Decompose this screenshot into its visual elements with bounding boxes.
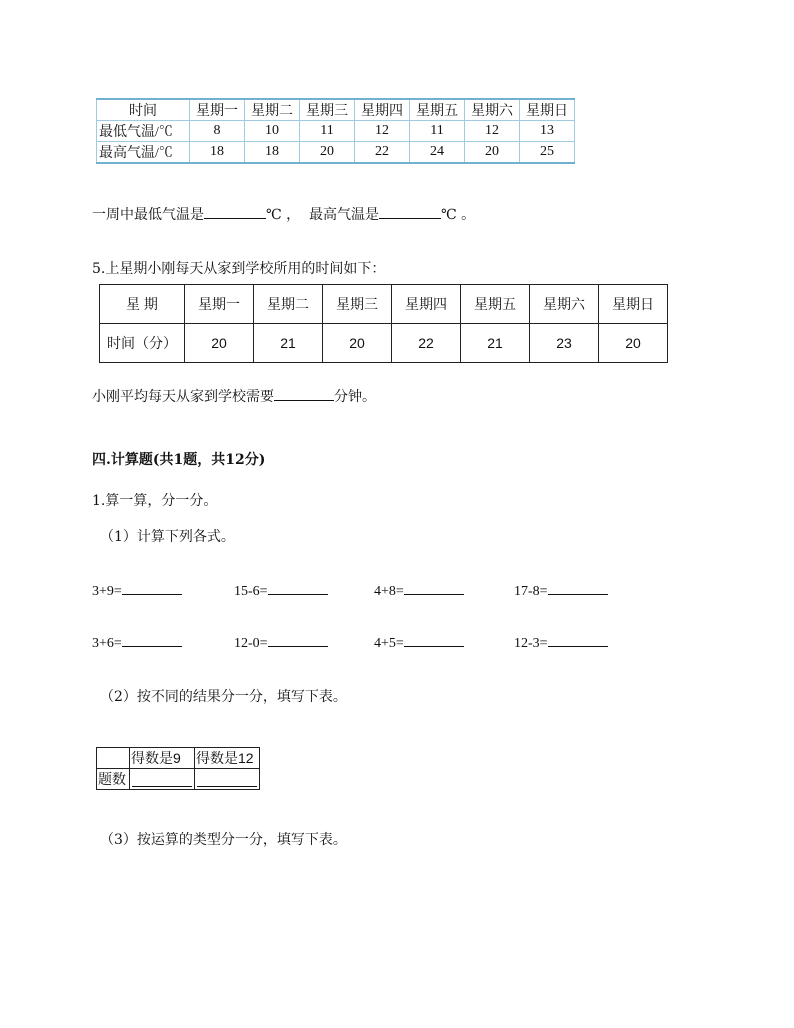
table-cell: 10 xyxy=(245,121,300,142)
temperature-question xyxy=(92,204,475,224)
equation xyxy=(374,584,464,600)
table-cell: 12 xyxy=(465,121,520,142)
equation-text: 12-3= xyxy=(514,636,548,651)
table-row xyxy=(100,324,668,363)
answer-blank xyxy=(197,786,257,787)
equation xyxy=(374,636,464,652)
question-text: 一周中最低气温是 xyxy=(92,207,204,223)
table-cell: 时间（分） xyxy=(100,324,185,363)
table-cell: 星期二 xyxy=(245,99,300,121)
table-cell: 星 期 xyxy=(100,285,185,324)
table-cell: 22 xyxy=(355,142,410,164)
table-cell: 得数是12 xyxy=(195,748,260,769)
table-cell: 20 xyxy=(323,324,392,363)
table-cell: 得数是9 xyxy=(130,748,195,769)
question-title: 5.上星期小刚每天从家到学校所用的时间如下： xyxy=(92,261,386,277)
equation xyxy=(514,636,608,652)
answer-blank[interactable] xyxy=(548,594,608,595)
table-cell: 星期三 xyxy=(323,285,392,324)
answer-blank[interactable] xyxy=(204,218,266,219)
table-cell: 13 xyxy=(520,121,575,142)
average-time-question xyxy=(92,386,376,406)
table-cell: 18 xyxy=(245,142,300,164)
table-cell: 24 xyxy=(410,142,465,164)
temperature-table xyxy=(96,98,575,164)
answer-blank[interactable] xyxy=(268,594,328,595)
answer-cell[interactable] xyxy=(195,769,260,790)
table-cell: 题数 xyxy=(97,769,130,790)
table-cell: 时间 xyxy=(97,99,190,121)
table-cell: 星期二 xyxy=(254,285,323,324)
answer-blank[interactable] xyxy=(548,646,608,647)
sub-question: （1）计算下列各式。 xyxy=(100,529,235,545)
table-cell: 星期一 xyxy=(190,99,245,121)
table-cell: 20 xyxy=(300,142,355,164)
equation xyxy=(234,636,328,652)
answer-blank[interactable] xyxy=(268,646,328,647)
equation xyxy=(514,584,608,600)
table-cell: 星期一 xyxy=(185,285,254,324)
question-text: 最高气温是 xyxy=(309,207,380,223)
answer-blank[interactable] xyxy=(379,218,441,219)
equation xyxy=(234,584,328,600)
question-title: 1.算一算，分一分。 xyxy=(92,493,218,509)
table-cell: 星期日 xyxy=(520,99,575,121)
table-cell: 20 xyxy=(185,324,254,363)
table-cell: 25 xyxy=(520,142,575,164)
equation xyxy=(92,584,182,600)
table-cell: 最低气温/℃ xyxy=(97,121,190,142)
table-cell xyxy=(97,748,130,769)
table-cell: 18 xyxy=(190,142,245,164)
answer-blank[interactable] xyxy=(404,646,464,647)
table-row xyxy=(97,121,575,142)
table-cell: 12 xyxy=(355,121,410,142)
sub-question: （2）按不同的结果分一分，填写下表。 xyxy=(100,689,347,705)
table-cell: 星期六 xyxy=(530,285,599,324)
answer-blank[interactable] xyxy=(122,646,182,647)
table-row xyxy=(97,142,575,164)
result-table xyxy=(96,747,260,790)
result-table-header-row xyxy=(97,748,260,769)
travel-time-table xyxy=(99,284,668,363)
question-text: 小刚平均每天从家到学校需要 xyxy=(92,389,274,405)
question-text: 分钟。 xyxy=(334,389,376,405)
equation-text: 17-8= xyxy=(514,584,548,599)
table-row xyxy=(97,769,260,790)
unit-text: ℃ 。 xyxy=(441,207,476,223)
table-cell: 星期五 xyxy=(461,285,530,324)
table-cell: 21 xyxy=(461,324,530,363)
temperature-table-header-row xyxy=(97,99,575,121)
table-cell: 星期日 xyxy=(599,285,668,324)
table-cell: 星期六 xyxy=(465,99,520,121)
table-cell: 8 xyxy=(190,121,245,142)
table-cell: 23 xyxy=(530,324,599,363)
table-cell: 星期五 xyxy=(410,99,465,121)
equation-text: 15-6= xyxy=(234,584,268,599)
travel-time-header-row xyxy=(100,285,668,324)
table-cell: 星期四 xyxy=(392,285,461,324)
table-cell: 最高气温/℃ xyxy=(97,142,190,164)
answer-blank[interactable] xyxy=(404,594,464,595)
answer-blank[interactable] xyxy=(274,400,334,401)
equation-text: 3+9= xyxy=(92,584,122,599)
table-cell: 20 xyxy=(465,142,520,164)
equation xyxy=(92,636,182,652)
section-heading: 四.计算题(共1题，共12分) xyxy=(92,452,266,468)
sub-question: （3）按运算的类型分一分，填写下表。 xyxy=(100,832,347,848)
answer-cell[interactable] xyxy=(130,769,195,790)
equation-text: 3+6= xyxy=(92,636,122,651)
table-cell: 21 xyxy=(254,324,323,363)
equation-text: 4+5= xyxy=(374,636,404,651)
unit-text: ℃ ， xyxy=(266,207,301,223)
table-cell: 星期四 xyxy=(355,99,410,121)
table-cell: 22 xyxy=(392,324,461,363)
table-cell: 11 xyxy=(410,121,465,142)
equation-text: 12-0= xyxy=(234,636,268,651)
answer-blank[interactable] xyxy=(122,594,182,595)
equation-text: 4+8= xyxy=(374,584,404,599)
answer-blank xyxy=(132,786,192,787)
table-cell: 星期三 xyxy=(300,99,355,121)
table-cell: 11 xyxy=(300,121,355,142)
table-cell: 20 xyxy=(599,324,668,363)
